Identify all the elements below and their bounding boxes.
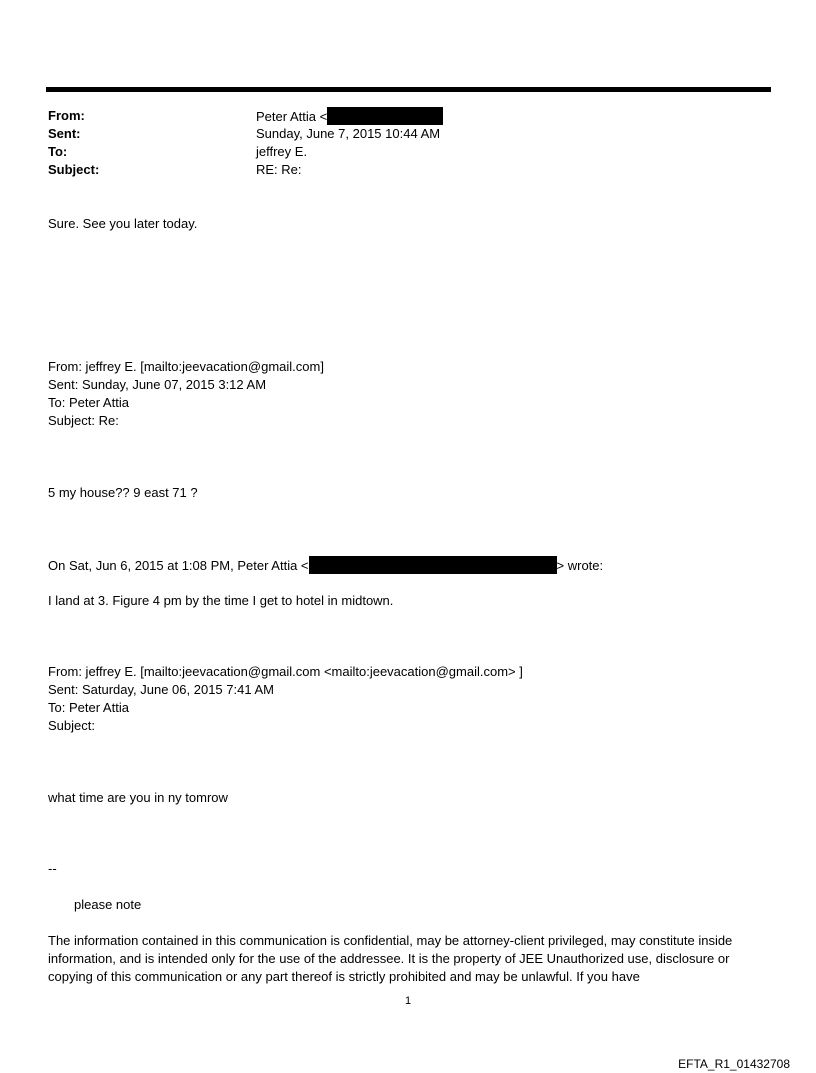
header-rule	[46, 87, 771, 92]
from-name: Peter Attia <	[256, 109, 328, 124]
signature-note: please note	[74, 897, 142, 912]
sent-value: Sunday, June 7, 2015 10:44 AM	[256, 126, 441, 141]
quoted-message-text: what time are you in ny tomrow	[48, 790, 228, 805]
redaction-bar	[327, 107, 443, 125]
quoted-intro-suffix: > wrote:	[556, 558, 604, 573]
quoted-to: To: Peter Attia	[48, 395, 129, 410]
signature-dashes: --	[48, 861, 57, 876]
sent-label: Sent:	[48, 126, 81, 141]
quoted-from: From: jeffrey E. [mailto:jeevacation@gmail.com]	[48, 359, 324, 374]
disclaimer-text: The information contained in this communication is confidential, may be attorney-client privileged, may constitute inside information, and is intended only for the use of the addressee. It is the property of JEE Unauthorized use, disclosure or copying of this communication or any part thereof is strictly prohibited and may be unlawful. If you have	[48, 933, 733, 984]
subject-value: RE: Re:	[256, 162, 302, 177]
to-label: To:	[48, 144, 68, 159]
quoted-from: From: jeffrey E. [mailto:jeevacation@gmail.com <mailto:jeevacation@gmail.com> ]	[48, 664, 523, 679]
quoted-message-text: I land at 3. Figure 4 pm by the time I get to hotel in midtown.	[48, 593, 394, 608]
quoted-sent: Sent: Sunday, June 07, 2015 3:12 AM	[48, 377, 267, 392]
quoted-sent: Sent: Saturday, June 06, 2015 7:41 AM	[48, 682, 274, 697]
from-value	[256, 107, 443, 126]
quoted-message-text: 5 my house?? 9 east 71 ?	[48, 485, 198, 500]
subject-label: Subject:	[48, 162, 100, 177]
quoted-intro	[48, 556, 603, 575]
bates-number: EFTA_R1_01432708	[678, 1057, 790, 1071]
quoted-subject: Subject: Re:	[48, 413, 119, 428]
reply-text: Sure. See you later today.	[48, 216, 198, 231]
quoted-intro-prefix: On Sat, Jun 6, 2015 at 1:08 PM, Peter Attia <	[48, 558, 309, 573]
page-number: 1	[404, 995, 412, 1007]
redaction-bar	[309, 556, 557, 574]
from-label: From:	[48, 108, 85, 123]
quoted-subject: Subject:	[48, 718, 95, 733]
quoted-to: To: Peter Attia	[48, 700, 129, 715]
to-value: jeffrey E.	[256, 144, 308, 159]
